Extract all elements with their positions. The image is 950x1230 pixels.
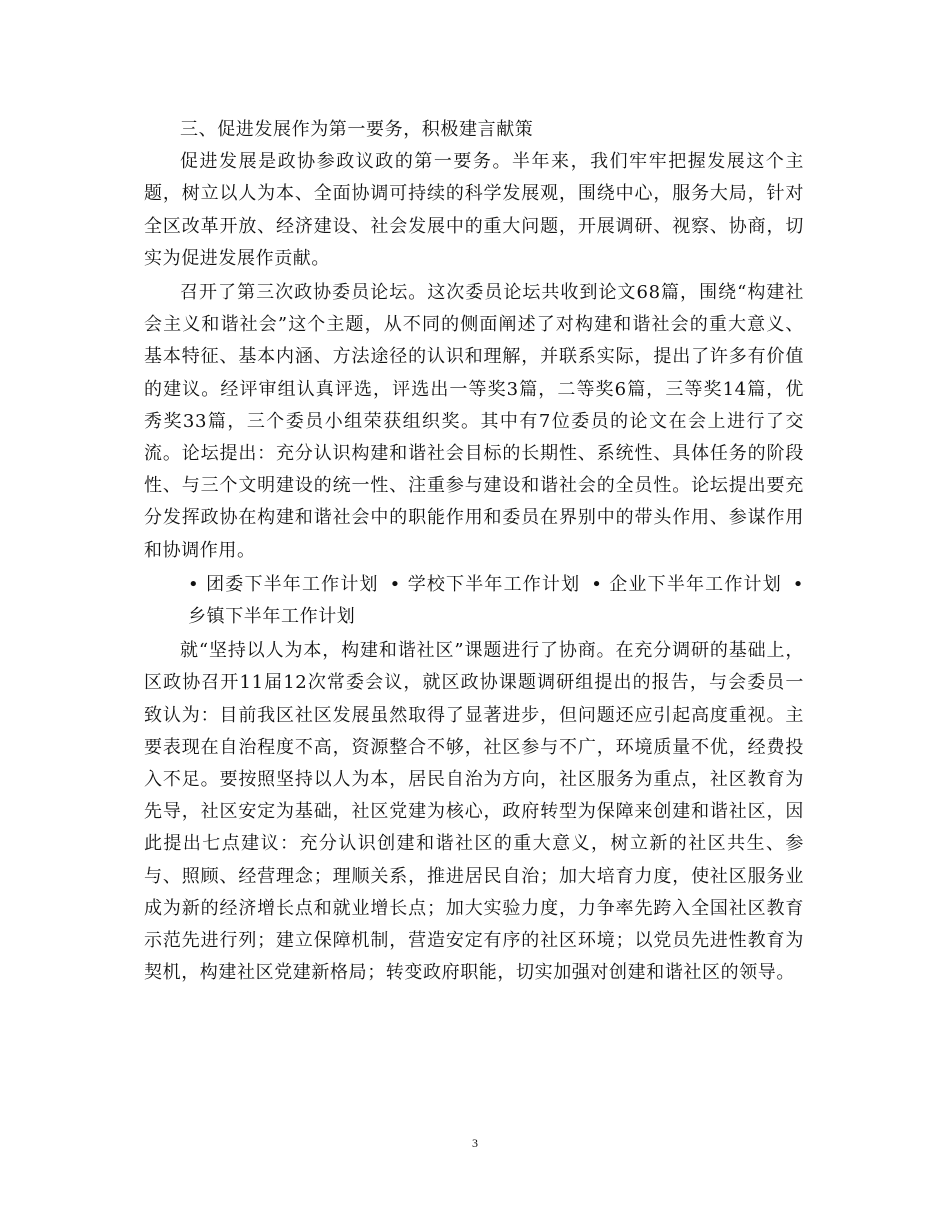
paragraph-forum: 召开了第三次政协委员论坛。这次委员论坛共收到论文68篇，围绕“构建社会主义和谐社会”这个主题，从不同的侧面阐述了对构建和谐社会的重大意义、基本特征、基本内涵、方法途径的认识和理解，并联系实际，提出了许多有价值的建议。经评审组认真评选，评选出一等奖3篇，二等奖6篇，三等奖14篇，优秀奖33篇，三个委员小组荣获组织奖。其中有7位委员的论文在会上进行了交流。论坛提出：充分认识构建和谐社会目标的长期性、系统性、具体任务的阶段性、与三个文明建设的统一性、注重参与建设和谐社会的全员性。论坛提出要充分发挥政协在构建和谐社会中的职能作用和委员在界别中的带头作用、参谋作用和协调作用。 [144,282,804,561]
paragraph-development: 促进发展是政协参政议政的第一要务。半年来，我们牢牢把握发展这个主题，树立以人为本、全面协调可持续的科学发展观，围绕中心，服务大局，针对全区改革开放、经济建设、社会发展中的重大问题，开展调研、视察、协商，切实为促进发展作贡献。 [144,151,804,269]
document-body [144,114,804,991]
paragraph-community: 就“坚持以人为本，构建和谐社区”课题进行了协商。在充分调研的基础上，区政协召开11届12次常委会议，就区政协课题调研组提出的报告，与会委员一致认为：目前我区社区发展虽然取得了显著进步，但问题还应引起高度重视。主要表现在自治程度不高，资源整合不够，社区参与不广，环境质量不优，经费投入不足。要按照坚持以人为本，居民自治为方向，社区服务为重点，社区教育为先导，社区安定为基础，社区党建为核心，政府转型为保障来创建和谐社区，因此提出七点建议：充分认识创建和谐社区的重大意义，树立新的社区共生、参与、照顾、经营理念；理顺关系，推进居民自治；加大培育力度，使社区服务业成为新的经济增长点和就业增长点；加大实验力度，力争率先跨入全国社区教育示范先进行列；建立保障机制，营造安定有序的社区环境；以党员先进性教育为契机，构建社区党建新格局；转变政府职能，切实加强对创建和谐社区的领导。 [144,640,804,984]
link-youth-league-plan[interactable]: • 团委下半年工作计划 [188,573,379,595]
link-township-plan[interactable]: • 乡镇下半年工作计划 [188,573,804,628]
related-links [144,569,804,633]
link-enterprise-plan[interactable]: • 企业下半年工作计划 [591,573,782,595]
section-heading: 三、促进发展作为第一要务，积极建言献策 [180,119,534,140]
page-number: 3 [472,1136,478,1150]
link-school-plan[interactable]: • 学校下半年工作计划 [389,573,581,595]
